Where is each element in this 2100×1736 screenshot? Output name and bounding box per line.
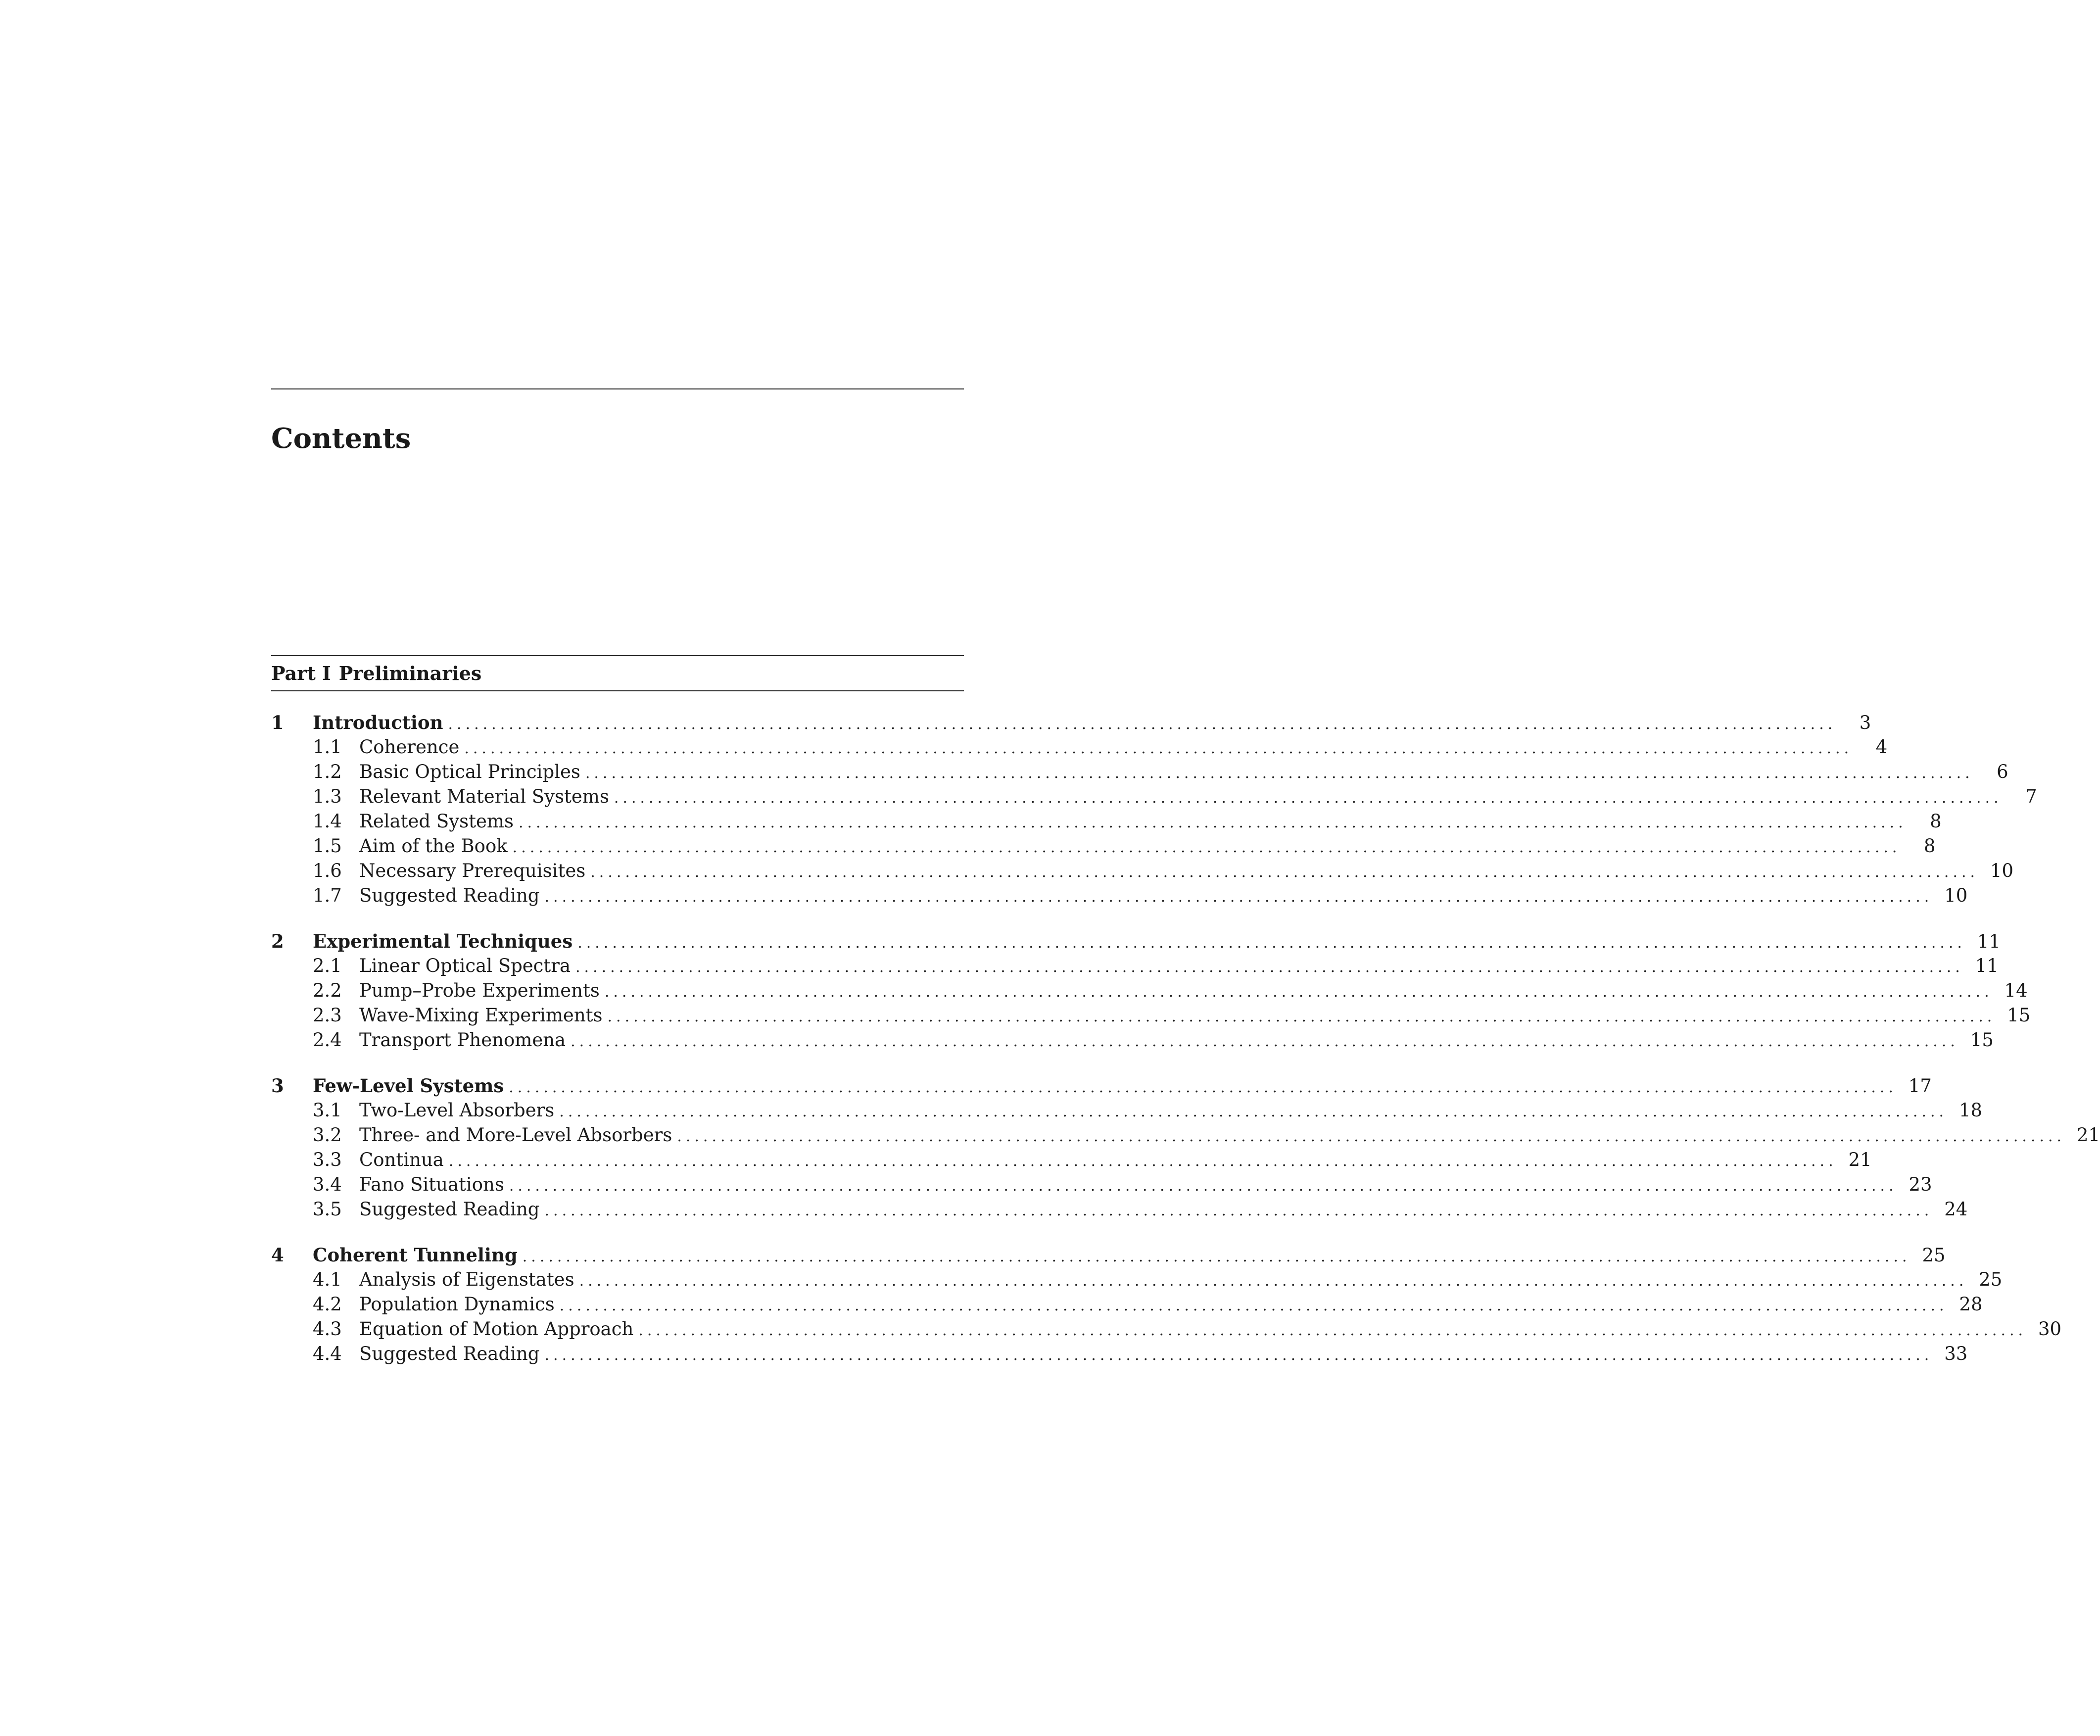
toc-section-entry[interactable] bbox=[271, 1267, 2003, 1292]
section-title: Population Dynamics bbox=[359, 1294, 555, 1315]
page-number: 10 bbox=[1944, 885, 1968, 906]
toc-section-entry[interactable] bbox=[271, 978, 2028, 1003]
section-title: Continua bbox=[359, 1149, 444, 1170]
page-number: 15 bbox=[1970, 1029, 1994, 1051]
section-number: 3.1 bbox=[313, 1100, 342, 1121]
dot-leader: ................................................................................................................................................................ bbox=[571, 1033, 1959, 1050]
section-title: Aim of the Book bbox=[359, 835, 508, 857]
dot-leader: ................................................................................................................................................................ bbox=[638, 1322, 2027, 1339]
page-number: 6 bbox=[1997, 761, 2008, 782]
part-bottom-rule bbox=[271, 690, 964, 691]
section-number: 2.2 bbox=[313, 980, 342, 1001]
page-number: 3 bbox=[1859, 712, 1871, 733]
toc-section-entry[interactable] bbox=[271, 784, 2037, 809]
section-title: Two-Level Absorbers bbox=[359, 1100, 555, 1121]
section-number: 3.3 bbox=[313, 1149, 342, 1170]
dot-leader: ................................................................................................................................................................ bbox=[575, 959, 1964, 976]
toc-section-entry[interactable] bbox=[271, 760, 2008, 784]
page-number: 23 bbox=[1909, 1174, 1932, 1195]
page-number: 15 bbox=[2007, 1005, 2031, 1026]
dot-leader: ................................................................................................................................................................ bbox=[677, 1128, 2066, 1145]
page-number: 7 bbox=[2025, 786, 2037, 807]
section-title: Suggested Reading bbox=[359, 1343, 540, 1364]
dot-leader: ................................................................................................................................................................ bbox=[518, 814, 1907, 831]
page-number: 33 bbox=[1944, 1343, 1968, 1364]
dot-leader: ................................................................................................................................................................ bbox=[448, 716, 1837, 733]
toc-section-entry[interactable] bbox=[271, 1123, 2100, 1148]
section-title: Analysis of Eigenstates bbox=[359, 1269, 574, 1290]
section-title: Wave-Mixing Experiments bbox=[359, 1005, 603, 1026]
dot-leader: ................................................................................................................................................................ bbox=[544, 1347, 1933, 1364]
dot-leader: ................................................................................................................................................................ bbox=[607, 1008, 1996, 1025]
chapter-number: 4 bbox=[271, 1244, 284, 1266]
toc-section-entry[interactable] bbox=[271, 883, 1968, 908]
page-number: 30 bbox=[2038, 1318, 2062, 1340]
toc-chapter-entry[interactable] bbox=[271, 929, 2001, 954]
section-title: Pump–Probe Experiments bbox=[359, 980, 600, 1001]
section-number: 2.4 bbox=[313, 1029, 342, 1051]
dot-leader: ................................................................................................................................................................ bbox=[448, 1153, 1837, 1170]
toc-chapter-entry[interactable] bbox=[271, 1073, 1932, 1098]
toc-section-entry[interactable] bbox=[271, 859, 2014, 883]
chapter-title: Introduction bbox=[313, 712, 443, 733]
dot-leader: ................................................................................................................................................................ bbox=[604, 983, 1993, 1001]
section-number: 1.2 bbox=[313, 761, 342, 782]
section-title: Equation of Motion Approach bbox=[359, 1318, 634, 1340]
section-number: 4.1 bbox=[313, 1269, 342, 1290]
section-number: 2.1 bbox=[313, 955, 342, 976]
section-title: Suggested Reading bbox=[359, 1199, 540, 1220]
page-number: 21 bbox=[2077, 1124, 2100, 1146]
page-number: 11 bbox=[1977, 931, 2001, 952]
dot-leader: ................................................................................................................................................................ bbox=[577, 934, 1966, 952]
page-number: 24 bbox=[1944, 1199, 1968, 1220]
dot-leader: ................................................................................................................................................................ bbox=[509, 1079, 1897, 1096]
top-rule bbox=[271, 388, 964, 389]
section-title: Relevant Material Systems bbox=[359, 786, 609, 807]
section-title: Three- and More-Level Absorbers bbox=[359, 1124, 672, 1146]
chapter-2 bbox=[271, 929, 2031, 1053]
page-number: 10 bbox=[1990, 860, 2014, 881]
section-number: 1.1 bbox=[313, 736, 342, 758]
section-number: 4.2 bbox=[313, 1294, 342, 1315]
toc-section-entry[interactable] bbox=[271, 1148, 1872, 1172]
section-title: Related Systems bbox=[359, 811, 514, 832]
table-of-contents bbox=[271, 710, 2100, 1387]
section-number: 1.6 bbox=[313, 860, 342, 881]
page-number: 11 bbox=[1975, 955, 1999, 976]
part-title: Preliminaries bbox=[338, 662, 482, 684]
chapter-title: Coherent Tunneling bbox=[313, 1244, 518, 1266]
page-number: 21 bbox=[1848, 1149, 1872, 1170]
part-top-rule bbox=[271, 655, 964, 656]
dot-leader: ................................................................................................................................................................ bbox=[579, 1272, 1968, 1290]
chapter-title: Experimental Techniques bbox=[313, 930, 573, 952]
toc-section-entry[interactable] bbox=[271, 1172, 1932, 1197]
section-title: Basic Optical Principles bbox=[359, 761, 580, 782]
chapter-number: 3 bbox=[271, 1075, 284, 1097]
chapter-title: Few-Level Systems bbox=[313, 1075, 504, 1097]
section-number: 4.4 bbox=[313, 1343, 342, 1364]
section-title: Coherence bbox=[359, 736, 460, 758]
dot-leader: ................................................................................................................................................................ bbox=[614, 789, 2003, 807]
page-number: 17 bbox=[1908, 1075, 1932, 1097]
section-number: 2.3 bbox=[313, 1005, 342, 1026]
toc-chapter-entry[interactable] bbox=[271, 710, 1871, 735]
page-number: 18 bbox=[1958, 1100, 1983, 1121]
dot-leader: ................................................................................................................................................................ bbox=[544, 888, 1933, 906]
page-number: 25 bbox=[1979, 1269, 2003, 1290]
page-number: 14 bbox=[2004, 980, 2028, 1001]
section-title: Fano Situations bbox=[359, 1174, 504, 1195]
section-number: 1.3 bbox=[313, 786, 342, 807]
section-number: 3.4 bbox=[313, 1174, 342, 1195]
dot-leader: ................................................................................................................................................................ bbox=[522, 1248, 1911, 1265]
chapter-3 bbox=[271, 1073, 2100, 1222]
toc-section-entry[interactable] bbox=[271, 954, 1999, 978]
toc-section-entry[interactable] bbox=[271, 735, 1888, 760]
page-number: 25 bbox=[1922, 1245, 1946, 1266]
chapter-4 bbox=[271, 1243, 2062, 1366]
toc-section-entry[interactable] bbox=[271, 834, 1936, 859]
page-number: 8 bbox=[1923, 835, 1936, 857]
toc-section-entry[interactable] bbox=[271, 1098, 1983, 1123]
chapter-1 bbox=[271, 710, 2037, 908]
dot-leader: ................................................................................................................................................................ bbox=[559, 1103, 1948, 1120]
toc-section-entry[interactable] bbox=[271, 809, 1942, 834]
page-title: Contents bbox=[271, 422, 411, 455]
dot-leader: ................................................................................................................................................................ bbox=[464, 740, 1853, 757]
toc-section-entry[interactable] bbox=[271, 1342, 1968, 1366]
page-number: 4 bbox=[1875, 736, 1888, 758]
dot-leader: ................................................................................................................................................................ bbox=[559, 1297, 1948, 1314]
toc-section-entry[interactable] bbox=[271, 1028, 1994, 1053]
toc-chapter-entry[interactable] bbox=[271, 1243, 1946, 1267]
toc-section-entry[interactable] bbox=[271, 1197, 1968, 1222]
section-number: 1.5 bbox=[313, 835, 342, 857]
section-title: Transport Phenomena bbox=[359, 1029, 566, 1051]
toc-section-entry[interactable] bbox=[271, 1003, 2031, 1028]
section-number: 3.5 bbox=[313, 1199, 342, 1220]
section-title: Suggested Reading bbox=[359, 885, 540, 906]
part-heading bbox=[271, 660, 481, 687]
toc-section-entry[interactable] bbox=[271, 1292, 1983, 1317]
chapter-number: 2 bbox=[271, 930, 284, 952]
chapter-number: 1 bbox=[271, 712, 284, 733]
dot-leader: ................................................................................................................................................................ bbox=[512, 839, 1901, 856]
page-number: 8 bbox=[1930, 811, 1942, 832]
section-number: 1.4 bbox=[313, 811, 342, 832]
dot-leader: ................................................................................................................................................................ bbox=[585, 765, 1974, 782]
toc-section-entry[interactable] bbox=[271, 1317, 2062, 1342]
part-label: Part I bbox=[271, 662, 331, 684]
dot-leader: ................................................................................................................................................................ bbox=[509, 1177, 1898, 1195]
section-title: Linear Optical Spectra bbox=[359, 955, 571, 976]
section-number: 1.7 bbox=[313, 885, 342, 906]
page-number: 28 bbox=[1959, 1294, 1983, 1315]
section-number: 3.2 bbox=[313, 1124, 342, 1146]
section-title: Necessary Prerequisites bbox=[359, 860, 586, 881]
dot-leader: ................................................................................................................................................................ bbox=[544, 1202, 1933, 1219]
dot-leader: ................................................................................................................................................................ bbox=[590, 864, 1979, 881]
section-number: 4.3 bbox=[313, 1318, 342, 1340]
